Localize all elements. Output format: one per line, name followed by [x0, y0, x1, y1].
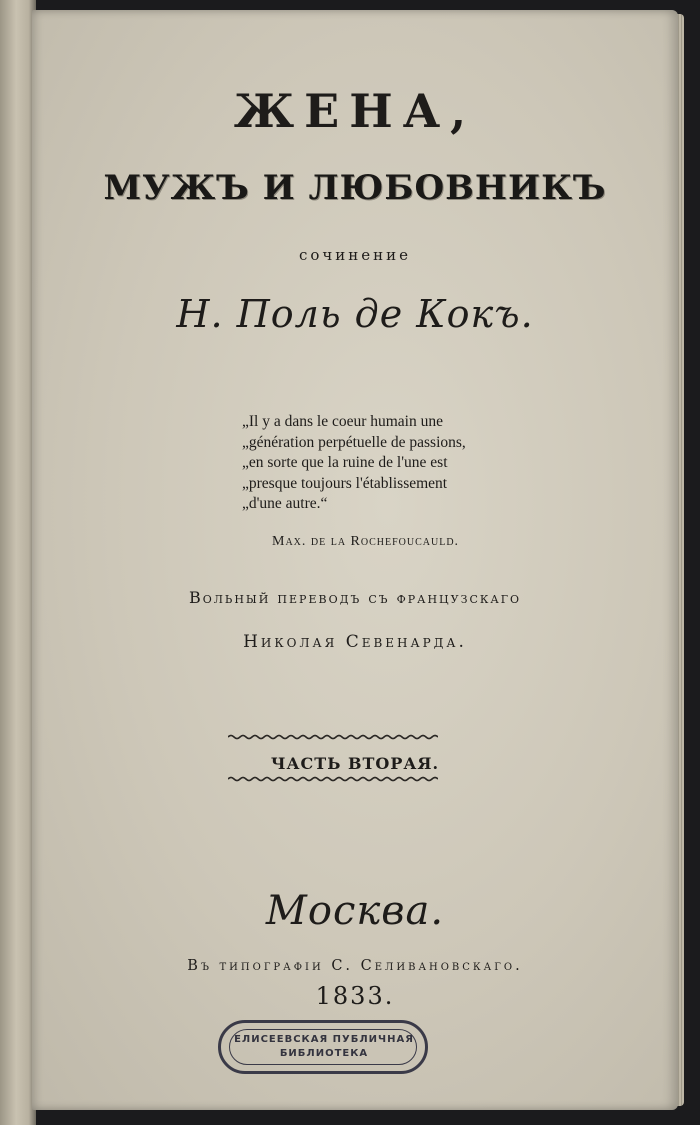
epigraph-line: „d'une autre.“ [242, 495, 328, 512]
works-label: сочинение [298, 246, 412, 264]
book-spine-edge [0, 0, 36, 1125]
ornamental-rule-bottom [228, 776, 438, 782]
epigraph-line: „génération perpétuelle de passions, [242, 433, 466, 451]
epigraph-line: „Il y a dans le coeur humain une [242, 413, 443, 430]
library-stamp-inner-ring [229, 1029, 417, 1065]
volume-part: ЧАСТЬ ВТОРАЯ. [270, 754, 440, 773]
ornamental-rule-top [228, 734, 438, 740]
publication-year: 1833. [315, 982, 395, 1010]
epigraph [242, 412, 555, 515]
epigraph-line: „presque toujours l'établissement [242, 474, 448, 492]
translator-name: Николая Севенарда. [243, 632, 467, 652]
epigraph-attribution: Max. de la Rochefoucauld. [272, 534, 460, 549]
stamp-text-line: ЕЛИСЕЕВСКАЯ ПУБЛИЧНАЯ [234, 1034, 414, 1045]
epigraph-line: „en sorte que la ruine de l'une est [242, 454, 448, 471]
stamp-text-line: БИБЛИОТЕКА [279, 1048, 369, 1059]
book-subtitle: МУЖЪ И ЛЮБОВНИКЪ [103, 168, 607, 208]
library-stamp [218, 1020, 428, 1074]
book-title: ЖЕНА, [233, 84, 477, 138]
translation-note: Вольный переводъ съ французскаго [188, 588, 522, 607]
title-page [32, 10, 678, 1110]
author-name: Н. Поль де Кокъ. [176, 292, 534, 336]
printing-house: Въ типографіи С. Селивановскаго. [187, 958, 523, 974]
publication-city: Москва. [265, 888, 445, 934]
